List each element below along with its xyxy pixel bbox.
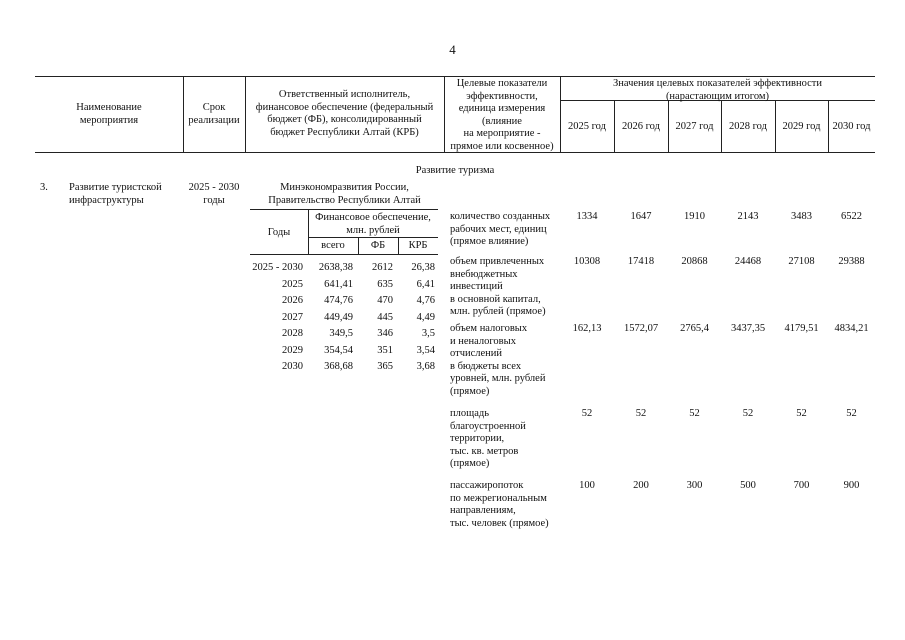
header-executor: Ответственный исполнитель, финансовое обеспечение (федеральный бюджет (ФБ), консолидированный бюджет Республики Алтай (КРБ) (255, 89, 434, 138)
finance-krb-header: КРБ (408, 240, 428, 251)
indicator-label: пассажиропоток по межрегиональным направлениям, тыс. человек (прямое) (450, 480, 549, 529)
indicator-value: 17418 (627, 256, 655, 267)
finance-total: 2638,38 (318, 262, 353, 273)
indicator-value: 700 (793, 480, 810, 491)
header-year: 2025 год (568, 121, 606, 132)
finance-krb: 26,38 (411, 262, 435, 273)
finance-fb: 346 (377, 328, 393, 339)
finance-row (245, 262, 440, 279)
finance-year: 2029 (282, 344, 303, 356)
finance-total: 354,54 (324, 344, 353, 356)
indicator-value: 52 (581, 408, 593, 419)
finance-krb: 4,76 (416, 295, 435, 306)
finance-fb: 470 (377, 295, 393, 306)
finance-year: 2027 (282, 311, 303, 323)
header-year: 2029 год (782, 121, 821, 132)
finance-year: 2025 (282, 278, 303, 290)
finance-total: 449,49 (324, 311, 353, 323)
finance-krb: 4,49 (416, 311, 435, 323)
finance-krb: 3,54 (416, 344, 435, 356)
indicator-value: 1572,07 (623, 323, 659, 334)
indicator-value: 2765,4 (680, 323, 709, 334)
indicator-value: 3437,35 (730, 323, 766, 334)
finance-fb: 635 (377, 278, 393, 290)
header-year: 2027 год (675, 121, 714, 132)
indicator-value: 52 (846, 408, 857, 419)
item-executor: Минэкономразвития России, Правительство Республики Алтай (268, 182, 421, 206)
header-year: 2026 год (622, 121, 660, 132)
indicator-value: 20868 (681, 256, 708, 267)
item-term: 2025 - 2030 годы (188, 182, 240, 206)
finance-row (245, 295, 440, 312)
finance-title: Финансовое обеспечение, млн. рублей (315, 212, 431, 236)
indicator-value: 2143 (737, 211, 759, 222)
finance-row (245, 279, 440, 296)
indicator-value: 300 (686, 480, 703, 491)
finance-total: 368,68 (324, 361, 353, 372)
item-name: Развитие туристской инфраструктуры (69, 182, 162, 206)
header-indicators: Целевые показатели эффективности, единица измерения (влияние на мероприятие - прямое или косвенное) (450, 78, 554, 152)
finance-row (245, 312, 440, 329)
indicator-label: объем привлеченных внебюджетных инвестиций в основной капитал, млн. рублей (прямое) (450, 256, 546, 317)
finance-year: 2026 (282, 295, 303, 306)
finance-years-header: Годы (267, 227, 291, 238)
indicator-value: 162,13 (572, 323, 602, 334)
finance-year: 2025 - 2030 (252, 262, 303, 273)
finance-krb: 6,41 (416, 278, 435, 290)
finance-total: 474,76 (324, 295, 353, 306)
indicator-value: 900 (843, 480, 860, 491)
indicator-label: площадь благоустроенной территории, тыс. кв. метров (прямое) (450, 408, 526, 469)
header-year: 2030 год (832, 121, 871, 132)
finance-fb: 2612 (372, 262, 393, 273)
finance-bottom-rule (250, 254, 438, 255)
page-number: 4 (449, 42, 456, 57)
finance-fb: 351 (377, 344, 393, 356)
indicator-value: 4179,51 (784, 323, 819, 334)
finance-total: 349,5 (329, 328, 353, 339)
indicator-value: 1334 (576, 211, 598, 222)
header-values-title: Значения целевых показателей эффективности (нарастающим итогом) (612, 78, 822, 102)
finance-fb-header: ФБ (370, 240, 386, 251)
indicator-value: 52 (689, 408, 700, 419)
indicator-value: 200 (633, 480, 649, 491)
finance-fb: 365 (377, 361, 393, 372)
finance-year: 2028 (282, 328, 303, 339)
finance-year: 2030 (282, 361, 303, 372)
indicator-value: 3483 (791, 211, 812, 222)
finance-row (245, 328, 440, 345)
section-title: Развитие туризма (415, 165, 495, 176)
finance-top-rule (250, 209, 438, 210)
header-top-rule (35, 76, 875, 77)
finance-row (245, 361, 440, 378)
indicator-value: 1910 (684, 211, 705, 222)
finance-krb: 3,68 (416, 361, 435, 372)
indicator-value: 24468 (734, 256, 762, 267)
finance-total: 641,41 (324, 278, 353, 290)
indicator-label: объем налоговых и неналоговых отчислений в бюджеты всех уровней, млн. рублей (прямое) (450, 323, 546, 397)
indicator-value: 52 (635, 408, 647, 419)
header-term: Срок реализации (188, 102, 240, 126)
indicator-value: 100 (579, 480, 595, 491)
indicator-value: 4834,21 (834, 323, 869, 334)
finance-total-header: всего (321, 240, 345, 251)
header-name: Наименование мероприятия (76, 102, 142, 126)
indicator-label: количество созданных рабочих мест, единиц (прямое влияние) (450, 211, 551, 247)
indicator-value: 500 (740, 480, 756, 491)
item-number: 3. (40, 182, 48, 193)
header-year: 2028 год (729, 121, 767, 132)
finance-mid-rule (308, 237, 438, 238)
indicator-value: 52 (742, 408, 754, 419)
indicator-value: 27108 (788, 256, 815, 267)
indicator-value: 6522 (841, 211, 862, 222)
indicator-value: 52 (796, 408, 807, 419)
indicator-value: 29388 (838, 256, 865, 267)
indicator-value: 1647 (630, 211, 652, 222)
finance-fb: 445 (377, 311, 393, 323)
finance-row (245, 345, 440, 362)
finance-krb: 3,5 (421, 328, 435, 339)
indicator-value: 10308 (573, 256, 601, 267)
finance-rows (245, 262, 440, 378)
